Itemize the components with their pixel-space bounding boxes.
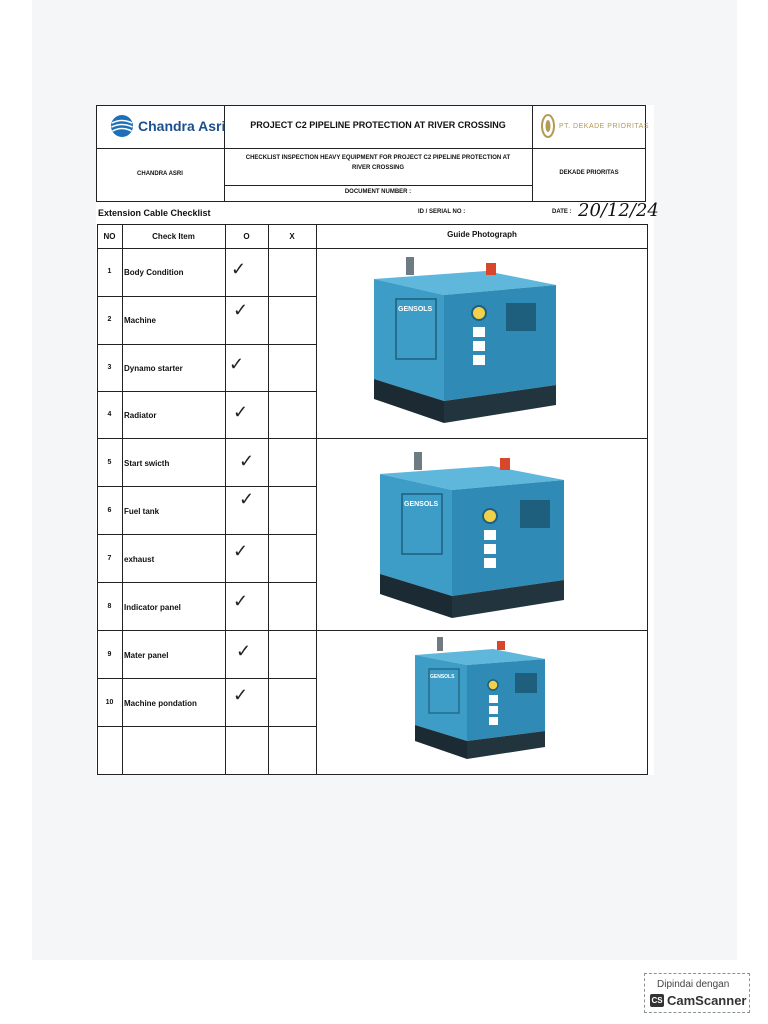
row-check-item: Start swicth xyxy=(124,459,170,468)
row-o-check: ✓ xyxy=(239,451,255,471)
chandra-asri-globe-icon xyxy=(110,114,134,138)
dekade-logo-text: PT. DEKADE PRIORITAS xyxy=(559,122,649,130)
row-o-check: ✓ xyxy=(233,685,249,705)
generator-photo-label: GENSOLS xyxy=(398,306,433,313)
camscanner-scanned-with: Dipindai dengan xyxy=(657,979,730,990)
generator-photo-2 xyxy=(374,450,574,620)
row-no: 10 xyxy=(105,699,114,706)
generator-photo-1 xyxy=(366,253,566,425)
column-no: NO xyxy=(103,232,116,241)
dekade-shield-icon xyxy=(541,113,555,139)
row-check-item: Machine xyxy=(124,316,157,325)
date-value: 20/12/24 xyxy=(578,200,659,221)
row-check-item: Body Condition xyxy=(124,268,184,277)
column-guide-photograph: Guide Photograph xyxy=(447,230,517,239)
dekade-prioritas-logo xyxy=(541,113,649,139)
row-o-check: ✓ xyxy=(233,541,249,561)
checklist-title-line2: RIVER CROSSING xyxy=(351,165,404,171)
row-no: 7 xyxy=(107,555,112,562)
row-o-check: ✓ xyxy=(239,489,255,509)
row-check-item: Indicator panel xyxy=(124,603,181,612)
column-check-item: Check Item xyxy=(152,232,195,241)
row-o-check: ✓ xyxy=(233,402,249,422)
camscanner-logo-icon: CS xyxy=(651,996,663,1005)
row-o-check: ✓ xyxy=(231,259,247,279)
column-x: X xyxy=(289,232,295,241)
generator-photo-label: GENSOLS xyxy=(404,501,439,508)
row-o-check: ✓ xyxy=(233,300,249,320)
chandra-asri-logo-text: Chandra Asri xyxy=(138,118,226,134)
row-o-check: ✓ xyxy=(229,354,245,374)
chandra-asri-label: CHANDRA ASRI xyxy=(137,171,183,177)
generator-photo-3 xyxy=(411,635,551,761)
row-check-item: Machine pondation xyxy=(124,699,197,708)
row-o-check: ✓ xyxy=(236,641,252,661)
row-o-check: ✓ xyxy=(233,591,249,611)
row-no: 6 xyxy=(107,507,112,514)
row-no: 2 xyxy=(107,316,112,323)
extension-cable-checklist-title: Extension Cable Checklist xyxy=(98,208,211,218)
date-label: DATE : xyxy=(552,209,572,215)
row-check-item: Dynamo starter xyxy=(124,364,183,373)
row-check-item: exhaust xyxy=(124,555,155,564)
camscanner-name: CamScanner xyxy=(667,993,747,1008)
chandra-asri-logo xyxy=(110,114,225,138)
row-no: 8 xyxy=(107,603,112,610)
row-no: 1 xyxy=(107,268,112,275)
checklist-title-line1: CHECKLIST INSPECTION HEAVY EQUIPMENT FOR PROJECT C2 PIPELINE PROTECTION AT xyxy=(245,155,511,161)
row-no: 3 xyxy=(107,364,112,371)
row-no: 5 xyxy=(107,459,112,466)
column-o: O xyxy=(243,232,250,241)
generator-photo-label: GENSOLS xyxy=(430,674,455,680)
row-check-item: Mater panel xyxy=(124,651,169,660)
row-no: 9 xyxy=(107,651,112,658)
row-check-item: Radiator xyxy=(124,411,157,420)
checklist-document xyxy=(96,105,659,775)
document-number-label: DOCUMENT NUMBER : xyxy=(344,189,412,195)
camscanner-watermark xyxy=(644,973,750,1013)
row-check-item: Fuel tank xyxy=(124,507,160,516)
dekade-prioritas-label: DEKADE PRIORITAS xyxy=(559,170,619,176)
row-no: 4 xyxy=(107,411,112,418)
project-title: PROJECT C2 PIPELINE PROTECTION AT RIVER CROSSING xyxy=(250,120,506,130)
serial-number-label: ID / SERIAL NO : xyxy=(418,209,466,215)
